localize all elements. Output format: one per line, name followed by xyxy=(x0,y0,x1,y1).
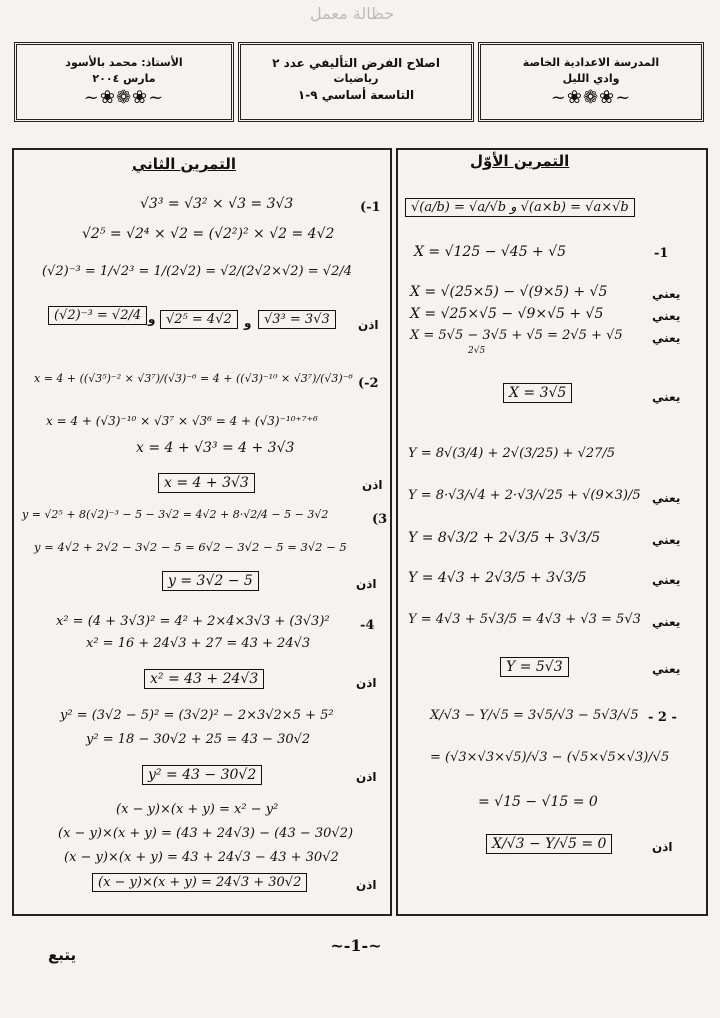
result-box: X/√3 − Y/√5 = 0 xyxy=(486,834,612,854)
math-line: (x − y)×(x + y) = x² − y² xyxy=(116,802,279,817)
question-number: (3 xyxy=(372,512,388,527)
teacher-name: الأستاذ: محمد بالأسود xyxy=(65,56,183,69)
result-box: x = 4 + 3√3 xyxy=(158,473,255,493)
result-box: y = 3√2 − 5 xyxy=(162,571,259,591)
label-idhan: اذن xyxy=(356,577,377,591)
label-idhan: اذن xyxy=(362,478,383,492)
math-line: = (√3×√3×√5)/√3 − (√5×√5×√3)/√5 xyxy=(430,750,670,765)
exam-level: التاسعة أساسي ٩-١ xyxy=(297,88,415,102)
result-box: (√2)⁻³ = √2/4 xyxy=(48,306,147,325)
math-annotation: 2√5 xyxy=(468,346,486,356)
result-box: (x − y)×(x + y) = 24√3 + 30√2 xyxy=(92,873,307,892)
math-line: √2⁵ = √2⁴ × √2 = (√2²)² × √2 = 4√2 xyxy=(82,226,335,242)
math-line: y = 4√2 + 2√2 − 3√2 − 5 = 6√2 − 3√2 − 5 = 3√2 − 5 xyxy=(34,540,347,554)
header-school-box xyxy=(478,42,704,122)
school-place: وادي الليل xyxy=(562,72,620,85)
label-wa: و xyxy=(244,316,252,330)
question-number: - 2 - xyxy=(648,710,677,725)
exercise-2-title: التمرين الثاني xyxy=(132,155,236,173)
label-yaani: يعني xyxy=(652,573,681,587)
math-line: x² = (4 + 3√3)² = 4² + 2×4×3√3 + (3√3)² xyxy=(56,614,330,629)
math-line: x² = 16 + 24√3 + 27 = 43 + 24√3 xyxy=(86,636,311,651)
result-box: Y = 5√3 xyxy=(500,657,569,677)
math-line: y² = (3√2 − 5)² = (3√2)² − 2×3√2×5 + 5² xyxy=(60,708,334,723)
question-number: -4 xyxy=(360,618,375,633)
math-line: y = √2⁵ + 8(√2)⁻³ − 5 − 3√2 = 4√2 + 8·√2/4 − 5 − 3√2 xyxy=(22,508,329,521)
math-line: = √15 − √15 = 0 xyxy=(478,794,598,810)
page-number xyxy=(306,936,406,955)
math-line: Y = 8·√3/√4 + 2·√3/√25 + √(9×3)/5 xyxy=(408,488,641,503)
question-number: -1 xyxy=(654,246,669,261)
result-box: √3³ = 3√3 xyxy=(258,310,336,329)
label-yaani: يعني xyxy=(652,287,681,301)
label-yaani: يعني xyxy=(652,491,681,505)
label-idhan: اذن xyxy=(652,840,673,854)
ornament-icon: ~❀❁❀~ xyxy=(550,87,632,108)
label-yaani: يعني xyxy=(652,533,681,547)
label-yaani: يعني xyxy=(652,309,681,323)
label-wa: و xyxy=(148,312,156,326)
question-number: (-1 xyxy=(360,200,381,215)
school-name: المدرسة الاعدادية الخاصة xyxy=(522,56,660,69)
label-yaani: يعني xyxy=(652,615,681,629)
page-number-text: -1- xyxy=(343,936,369,955)
result-box: X = 3√5 xyxy=(503,383,572,403)
label-idhan: اذن xyxy=(356,770,377,784)
math-line: √3³ = √3² × √3 = 3√3 xyxy=(140,196,294,212)
math-line: (x − y)×(x + y) = (43 + 24√3) − (43 − 30√2) xyxy=(58,826,354,841)
label-yaani: يعني xyxy=(652,390,681,404)
math-line: X = √125 − √45 + √5 xyxy=(414,244,567,260)
result-box: √2⁵ = 4√2 xyxy=(160,310,238,329)
math-line: Y = 4√3 + 5√3/5 = 4√3 + √3 = 5√3 xyxy=(408,612,641,627)
math-line: x = 4 + √3³ = 4 + 3√3 xyxy=(136,440,295,456)
math-line: Y = 8√3/2 + 2√3/5 + 3√3/5 xyxy=(408,530,601,546)
ornament-icon: ~ xyxy=(330,936,344,955)
math-line: X = 5√5 − 3√5 + √5 = 2√5 + √5 xyxy=(410,328,623,343)
math-line: Y = 8√(3/4) + 2√(3/25) + √27/5 xyxy=(408,446,616,461)
question-number: (-2 xyxy=(358,376,379,391)
exam-subject: رياضيات xyxy=(333,72,379,85)
header-title-box xyxy=(238,42,474,122)
math-line: x = 4 + (√3)⁻¹⁰ × √3⁷ × √3⁶ = 4 + (√3)⁻¹⁰⁺⁷⁺⁶ xyxy=(46,414,318,428)
label-idhan: اذن xyxy=(356,878,377,892)
header-teacher-box xyxy=(14,42,234,122)
continued-label: يتبع xyxy=(48,946,77,964)
sqrt-rule: √(a/b) = √a/√b و √(a×b) = √a×√b xyxy=(405,198,635,217)
result-box: x² = 43 + 24√3 xyxy=(144,669,264,689)
exam-title: اصلاح الفرض التأليفي عدد ٢ xyxy=(272,56,440,70)
label-yaani: يعني xyxy=(652,662,681,676)
ornament-icon: ~ xyxy=(368,936,382,955)
math-line: X/√3 − Y/√5 = 3√5/√3 − 5√3/√5 xyxy=(430,708,639,723)
exercise-1-title: التمرين الأوّل xyxy=(470,152,570,170)
math-line: (√2)⁻³ = 1/√2³ = 1/(2√2) = √2/(2√2×√2) = √2/4 xyxy=(42,264,352,279)
exam-date: مارس ٢٠٠٤ xyxy=(92,72,156,85)
label-idhan: اذن xyxy=(358,318,379,332)
label-yaani: يعني xyxy=(652,331,681,345)
math-line: Y = 4√3 + 2√3/5 + 3√3/5 xyxy=(408,570,587,586)
faded-top-text: حظالة معمل xyxy=(310,4,395,23)
math-line: (x − y)×(x + y) = 43 + 24√3 − 43 + 30√2 xyxy=(64,850,339,865)
label-idhan: اذن xyxy=(356,676,377,690)
math-line: X = √25×√5 − √9×√5 + √5 xyxy=(410,306,604,322)
math-line: y² = 18 − 30√2 + 25 = 43 − 30√2 xyxy=(86,732,311,747)
math-line: X = √(25×5) − √(9×5) + √5 xyxy=(410,284,608,300)
math-line: x = 4 + ((√3⁵)⁻² × √3⁷)/(√3)⁻⁶ = 4 + ((√3)⁻¹⁰ × √3⁷)/(√3)⁻⁶ xyxy=(34,372,353,385)
result-box: y² = 43 − 30√2 xyxy=(142,765,262,785)
ornament-icon: ~❀❁❀~ xyxy=(83,87,165,108)
